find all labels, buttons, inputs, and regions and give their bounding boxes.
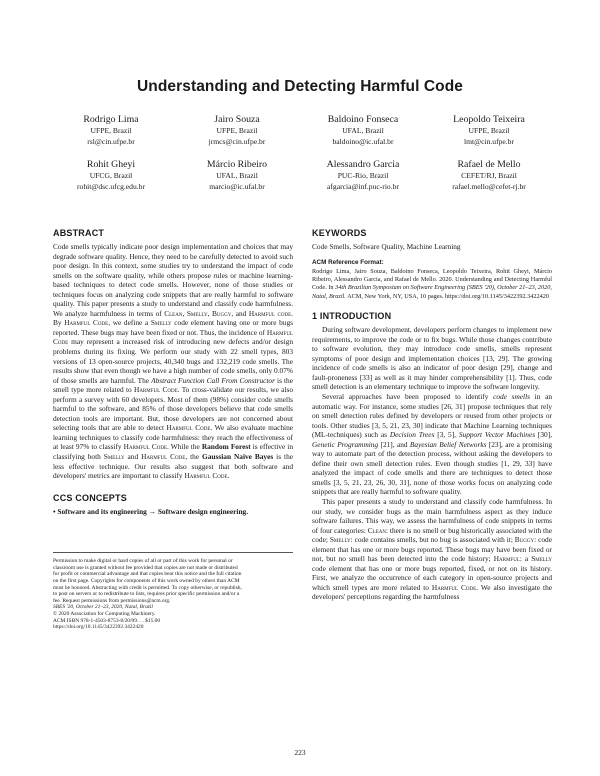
- author-name: Leopoldo Teixeira: [453, 114, 525, 125]
- author-card: [48, 159, 174, 192]
- intro-paragraph-1: During software development, developers perform changes to implement new requirements, to improve the code or to fix bugs. While those changes contribute to software evolution, they may introduce code smells, smells represent symptoms of poor design and implementation choices [13, 29]. The growing incidence of code smells is also an indicator of poor design [29], change and fault-proneness [33] as well as it may hinder comprehensibility [1]. Thus, code smell detection is an elementary technique to improve the software longevity.: [312, 325, 552, 392]
- author-row-2: [48, 159, 552, 192]
- ccs-concept: • Software and its engineering → Software design engineering.: [53, 506, 249, 516]
- author-card: [174, 114, 300, 147]
- author-email: lmt@cin.ufpe.br: [463, 137, 514, 146]
- author-row-1: [48, 114, 552, 147]
- intro-paragraph-2: Several approaches have been proposed to identify code smells in an automatic way. For instance, some studies [26, 31] propose techniques that rely on smell detection rules defined by developers or reused from other projects or tools. Other studies [3, 5, 21, 23, 30] indicate that Machine Learning techniques (ML-techniques) such as Decision Trees [3, 5], Support Vector Machines [30], Genetic Programming [21], and Bayesian Belief Networks [23], are a promising way to automate part of the detection process, without asking the developers to define their own smell detection rules. Even though studies [1, 29, 33] have analyzed the impact of code smells and there are techniques to detect those smells [3, 5, 21, 23, 26, 30, 31], none of those works focus on analyzing code snippets that are really harmful to software quality.: [312, 392, 552, 497]
- author-affiliation: UFPE, Brazil: [468, 126, 510, 135]
- author-affiliation: UFAL, Brazil: [342, 126, 384, 135]
- abstract-text: Code smells typically indicate poor design implementation and choices that may degrade software quality. Hence, they need to be carefully detected to avoid such poor design. In this context, some studies try to understand the impact of code smells on the software quality, while others propose rules or machine learning-based techniques to detect code smells. However, none of those studies or techniques focus on analyzing code snippets that are really harmful to software quality. This paper presents a study to understand and classify code harmfulness. We analyze harmfulness in terms of Clean, Smelly, Buggy, and Harmful code. By Harmful Code, we define a Smelly code element having one or more bugs reported. These bugs may have been fixed or not. Thus, the incidence of Harmful Code may represent a increased risk of introducing new defects and/or design problems during its fixing. We perform our study with 22 smell types, 803 versions of 13 open-source projects, 40,340 bugs and 132,219 code smells. The results show that even though we have a high number of code smells, only 0.07% of those smells are harmful. The Abstract Function Call From Constructor is the smell type more related to Harmful Code. To cross-validate our results, we also perform a survey with 60 developers. Most of them (98%) consider code smells harmful to the software, and 85% of those developers believe that code smells detection tools are important. But, those developers are not concerned about selecting tools that are able to detect Harmful Code. We also evaluate machine learning techniques to classify code harmfulness: they reach the effectiveness of at least 97% to classify Harmful Code. While the Random Forest is effective in classifying both Smelly and Harmful Code, the Gaussian Naive Bayes is the less effective technique. Our results also suggest that both software and developers' metrics are important to classify Harmful Code.: [53, 242, 294, 481]
- author-affiliation: PUC-Rio, Brazil: [337, 171, 389, 180]
- author-email: afgarcia@inf.puc-rio.br: [327, 182, 399, 191]
- doi-link[interactable]: https://doi.org/10.1145/3422392.3422420: [53, 624, 144, 631]
- keywords-heading: KEYWORDS: [312, 228, 367, 238]
- author-affiliation: CEFET/RJ, Brazil: [461, 171, 517, 180]
- author-email: marcio@ic.ufal.br: [209, 182, 265, 191]
- author-affiliation: UFCG, Brazil: [89, 171, 133, 180]
- author-affiliation: UFPE, Brazil: [216, 126, 258, 135]
- author-name: Rohit Gheyi: [86, 159, 136, 170]
- author-name: Baldoino Fonseca: [327, 114, 399, 125]
- page-number: 223: [294, 748, 306, 757]
- right-column: [312, 228, 552, 602]
- introduction-heading: 1 INTRODUCTION: [312, 311, 392, 322]
- permission-notice: Permission to make digital or hard copies of all or part of this work for personal or classroom use is granted without fee provided that copies are not made or distributed for profit or commercial advantage and that copies bear this notice and the full citation on the first page. Copyrights for components of this work owned by others than ACM must be honored. Abstracting with credit is permitted. To copy otherwise, or republish, to post on servers or to redistribute to lists, requires prior specific permission and/or a fee. Request permissions from permissions@acm.org. SBES '20, October 21–23, 2020, Natal, Brazil © 2020 Association for Computing Machinery. ACM ISBN 978-1-4503-8753-8/20/09. . . $15.00 https://doi.org/10.1145/3422392.3422420: [53, 552, 293, 631]
- author-affiliation: UFAL, Brazil: [216, 171, 258, 180]
- author-name: Alessandro Garcia: [326, 159, 400, 170]
- author-card: [48, 114, 174, 147]
- author-email: rohit@dsc.ufcg.edu.br: [77, 182, 145, 191]
- reference-format-heading: ACM Reference Format:: [312, 258, 384, 266]
- author-name: Jairo Souza: [214, 114, 260, 125]
- author-card: [426, 114, 552, 147]
- author-affiliation: UFPE, Brazil: [90, 126, 132, 135]
- intro-paragraph-3: This paper presents a study to understand and classify code harmfulness. In our study, we consider bugs as the main harmfulness aspect as they induce software failures. This way, we assess the harmfulness of code snippets in terms of four categories: Clean: there is no smell or bug historically associated with the code; Smelly: code contains smells, but no bug is associated with it; Buggy: code element that has one or more bugs reported. These bugs may have been fixed or not, but no smell has been detected into the code history; Harmful: a Smelly code element that has one or more bugs reported, fixed, or not on its history. First, we analyze the occurrence of each category in open-source projects and which smell types are more related to Harmful Code. We also investigate the developers' perceptions regarding the harmfulness: [312, 497, 553, 602]
- left-column: [53, 228, 293, 631]
- reference-format-text: Rodrigo Lima, Jairo Souza, Baldoino Fonseca, Leopoldo Teixeira, Rohit Gheyi, Márcio Ribeiro, Alessandro Garcia, and Rafael de Mello. 2020. Understanding and Detecting Harmful Code. In 34th Brazilian Symposium on Software Engineering (SBES '20), October 21–23, 2020, Natal, Brazil. ACM, New York, NY, USA, 10 pages. https://doi.org/10.1145/3422392.3422420: [312, 267, 552, 300]
- author-email: rafael.mello@cefet-rj.br: [452, 182, 526, 191]
- author-email: baldoino@ic.ufal.br: [332, 137, 394, 146]
- author-card: [174, 159, 300, 192]
- ccs-heading: CCS CONCEPTS: [53, 492, 127, 503]
- keywords-text: Code Smells, Software Quality, Machine Learning: [312, 242, 461, 251]
- author-name: Rodrigo Lima: [83, 114, 139, 125]
- author-card: [300, 159, 426, 192]
- author-email: jrmcs@cin.ufpe.br: [208, 137, 266, 146]
- author-name: Rafael de Mello: [457, 159, 521, 170]
- author-card: [426, 159, 552, 192]
- author-email: rsl@cin.ufpe.br: [87, 137, 135, 146]
- author-block: [48, 114, 552, 204]
- paper-title: Understanding and Detecting Harmful Code: [136, 78, 464, 95]
- author-name: Márcio Ribeiro: [206, 159, 268, 170]
- author-card: [300, 114, 426, 147]
- abstract-heading: ABSTRACT: [53, 228, 105, 238]
